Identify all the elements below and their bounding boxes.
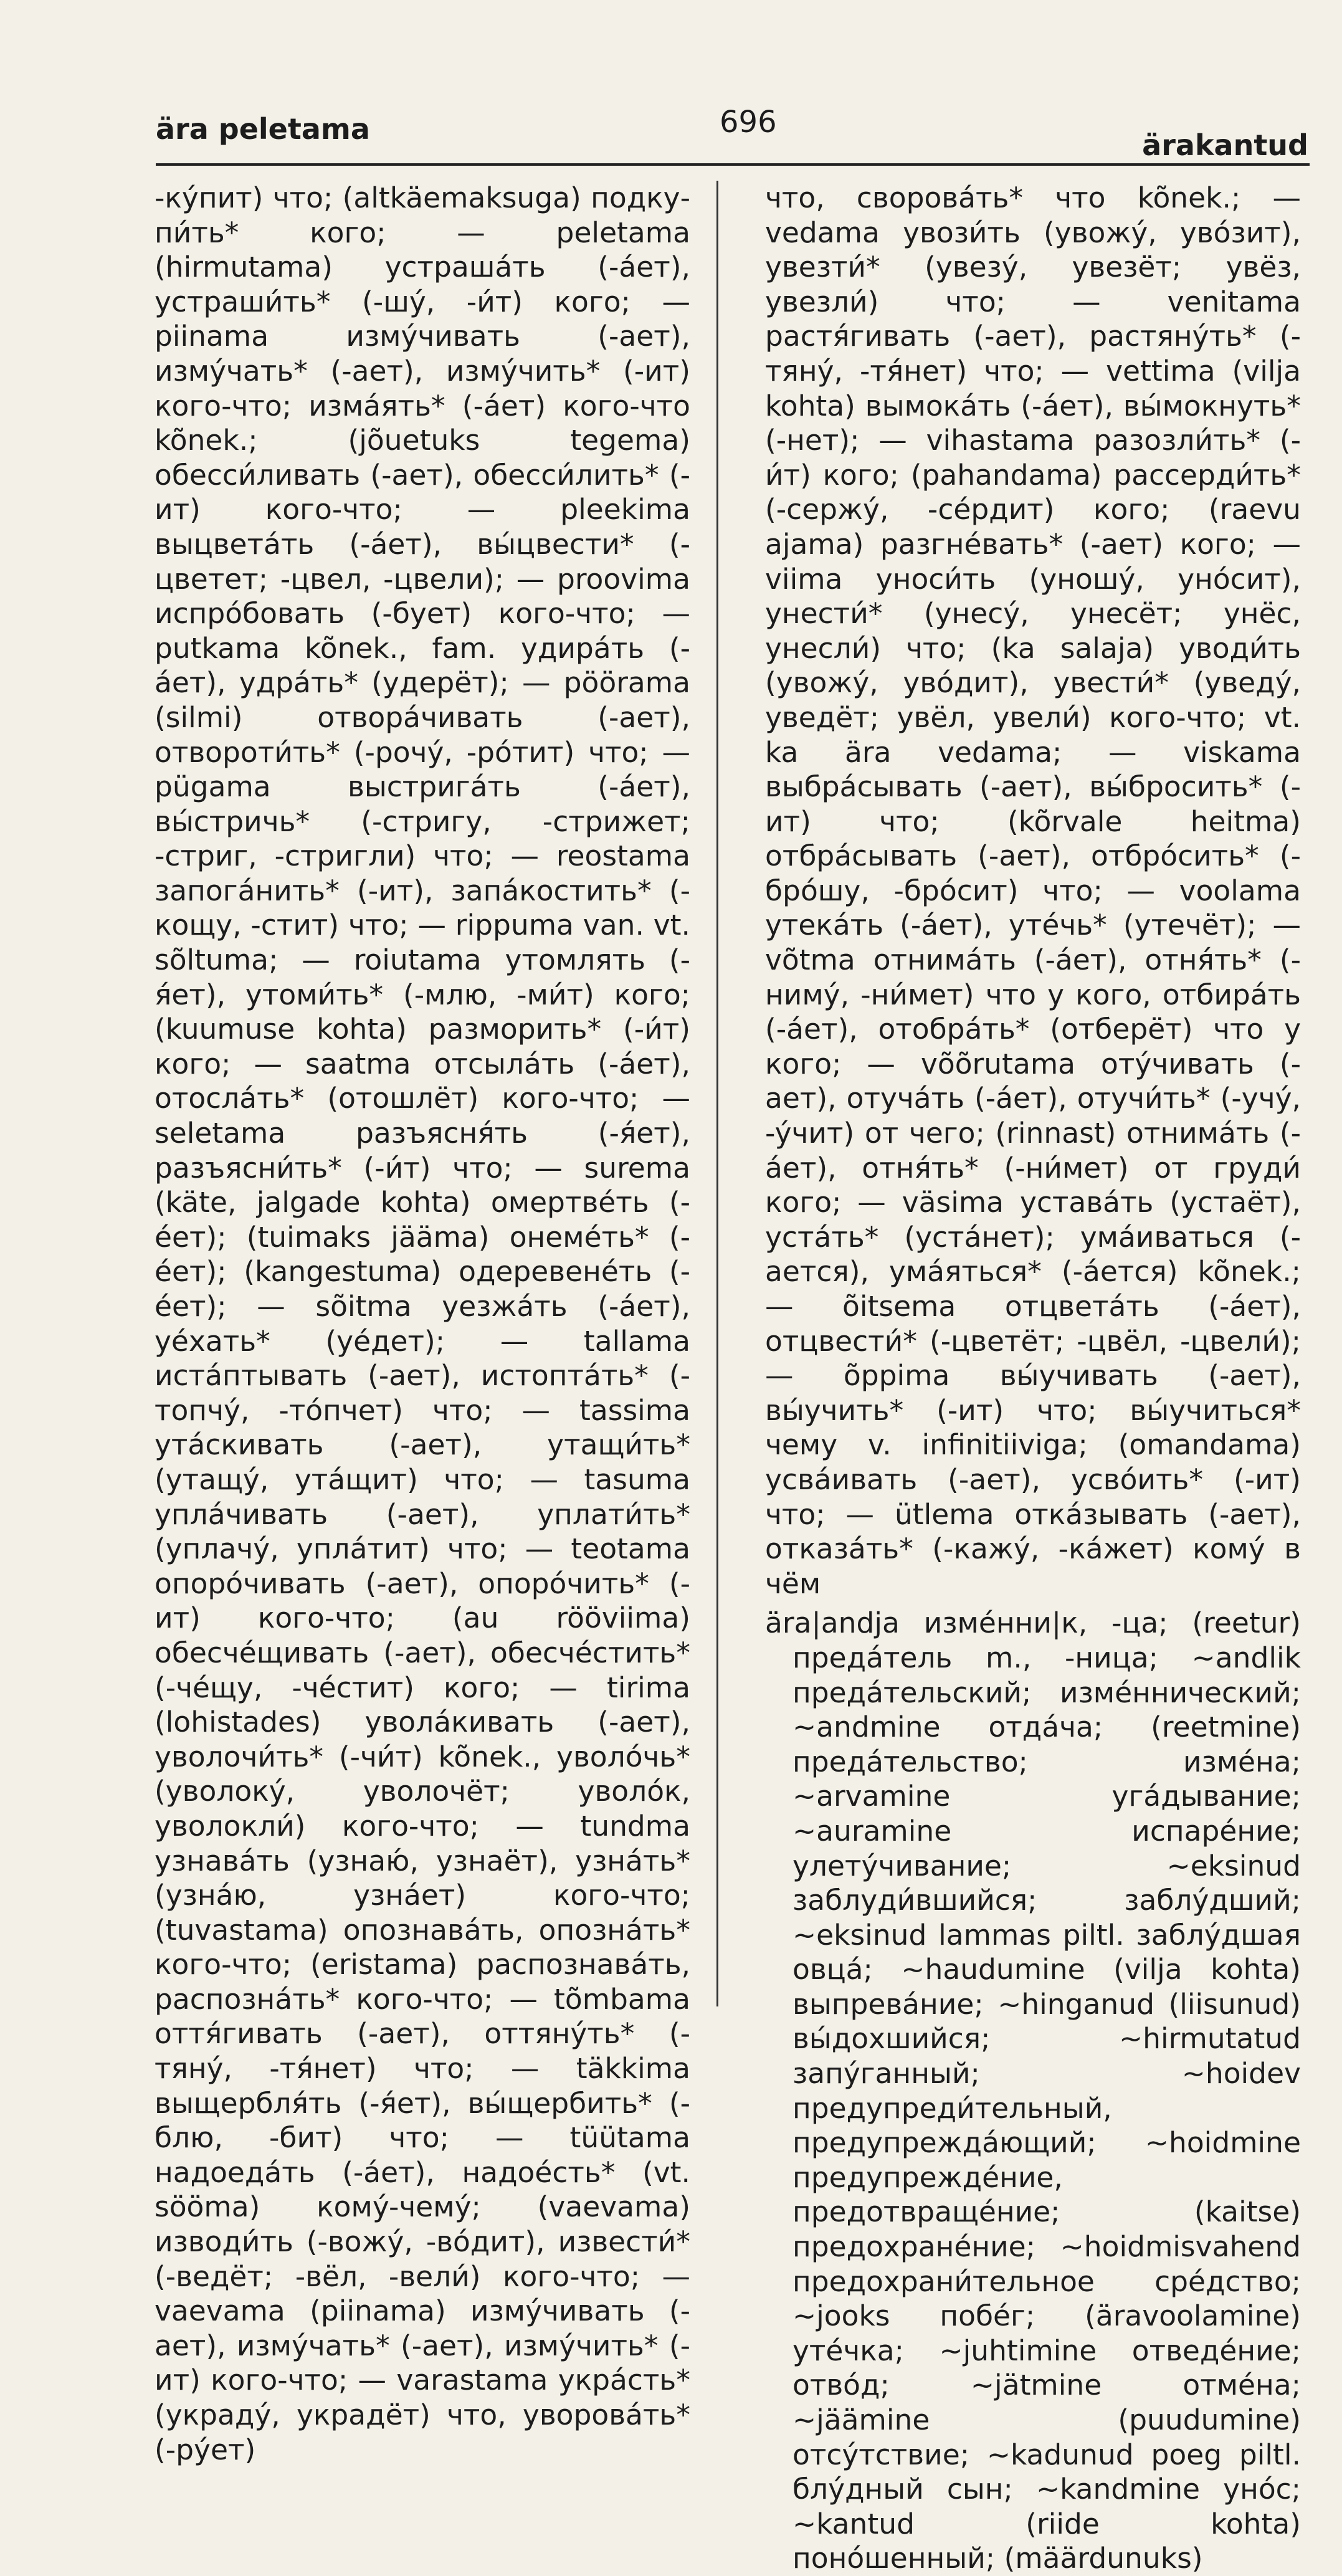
right-column-text: что, своровáть* что kõnek.; — vedama увози́ть (увожý, увóзит), увезти́* (увезý, увезёт; увёз, увезли́) что; — venitama растя́гивать (-ает), растянýть* (-тянý, -тя́нет) что; — vettima (vilja kohta) вымокáть (-áет), вы́мокнуть* (-нет); — vihastama разозли́ть* (-и́т) кого; (pahandama) рассерди́ть* (-сержý, -сéрдит) кого; (raevu ajama) разгнéвать* (-ает) кого; — viima уноси́ть (уношý, унóсит), унести́* (унесý, унесёт; унёс, унесли́) что; (ka salaja) уводи́ть (увожý, увóдит), увести́* (уведý, уведёт; увёл, увели́) кого-что; vt. ka ära vedama; — viskama выбрáсывать (-ает), вы́бросить* (-ит) что; (kõrvale heitma) отбрáсывать (-ает), отбрóсить* (-брóшу, -брóсит) что; — voolama утекáть (-áет), утéчь* (утечёт); — võtma отнимáть (-áет), отня́ть* (-нимý, -ни́мет) что у кого, отбирáть (-áет), отобрáть* (отберёт) что у кого; — võõrutama отýчивать (-ает), отучáть (-áет), отучи́ть* (-учý, -ýчит) от чего; (rinnast) отнимáть (-áет), отня́ть* (-ни́мет) от груди́ кого; — väsima уставáть (устаёт), устáть* (устáнет); умáиваться (-ается), умáяться* (-áется) kõnek.; — õitsema отцветáть (-áет), отцвести́* (-цветёт; -цвёл, -цвели́); — õppima вы́учивать (-ает), вы́учить* (-ит) что; вы́учиться* чемy v. infinitiiviga; (omandama) усвáивать (-ает), усвóить* (-ит) что; — ütlema откáзывать (-ает), отказáть* (-кажý, -кáжет) комý в чём bbox=[765, 181, 1301, 1600]
page-number: 696 bbox=[720, 105, 777, 140]
left-column-text: -кýпит) что; (altkäemaksuga) подку-пи́ть* кого; — peletama (hirmutama) устраша́ть (-а́ет), устраши́ть* (-шу́, -и́т) кого; — piinama изму́чивать (-ает), измýчать* (-ает), измýчить* (-ит) кого-что; измáять* (-áет) кого-что kõnek.; (jõuetuks tegema) обесси́ливать (-ает), обесси́лить* (-ит) кого-что; — pleekima выцветáть (-áет), вы́цвести* (-цветет; -цвел, -цвели); — proovima испрóбовать (-бует) кого-что; — putkama kõnek., fam. удирáть (-áет), удрáть* (удерёт); — pöörama (silmi) отворáчивать (-ает), отвороти́ть* (-рочý, -рóтит) что; — pügama выстригáть (-áет), вы́стричь* (-стригу, -стрижет; -стриг, -стригли) что; — reostama запогáнить* (-ит), запáкостить* (-кощу, -стит) что; — rippuma van. vt. sõltuma; — roiutama утомлять (-я́ет), утоми́ть* (-млю, -ми́т) кого; (kuumuse kohta) разморить* (-и́т) кого; — saatma отсылáть (-áет), отослáть* (отошлёт) кого-что; — seletama разъясня́ть (-я́ет), разъясни́ть* (-и́т) что; — surema (käte, jalgade kohta) омертвéть (-éет); (tuimaks jääma) онемéть* (-éет); (kangestuma) одеревенéть (-éет); — sõitma уезжáть (-áет), уéхать* (уéдет); — tallama истáптывать (-ает), истоптáть* (-топчý, -тóпчет) что; — tassima утáскивать (-ает), утащи́ть* (утащý, утáщит) что; — tasuma уплáчивать (-ает), уплати́ть* (уплачý, уплáтит) что; — teotama опорóчивать (-ает), опорóчить* (-ит) кого-что; (au rööviima) обесчéщивать (-ает), обесчéстить* (-чéщу, -чéстит) кого; — tirima (lohistades) уволáкивать (-ает), уволочи́ть* (-чи́т) kõnek., уволóчь* (уволокý, уволочёт; уволóк, уволокли́) кого-что; — tundma узнавáть (узнаю́, узнаёт), узнáть* (узнáю, узнáет) кого-что; (tuvastama) опознавáть, опознáть* кого-что; (eristama) распознавáть, распознáть* кого-что; — tõmbama оття́гивать (-ает), оттянýть* (-тянý, -тя́нет) что; — täkkima выщербля́ть (-я́ет), вы́щербить* (-блю, -бит) что; — tüütama надоедáть (-áет), надоéсть* (vt. sööma) комý-чемý; (vaevama) изводи́ть (-вожý, -вóдит), извести́* (-ведёт; -вёл, -вели́) кого-что; — vaevama (piinama) измýчивать (-ает), измýчать* (-ает), измýчить* (-ит) кого-что; — varastama укрáсть* (украдý, украдёт) что, уворовáть* (-рýет) bbox=[155, 181, 690, 2466]
column-divider bbox=[716, 181, 718, 2006]
left-column bbox=[155, 181, 690, 2466]
right-column bbox=[765, 181, 1301, 2575]
dictionary-entry: ära|andja измéнни|к, -ца; (reetur) предáтель m., -ница; ~andlik предáтельский; измéннический; ~andmine отдáча; (reetmine) предáтельство; измéна; ~arvamine угáдывание; ~auramine испарéние; улетýчивание; ~eksinud заблуди́вшийся; заблýдший; ~eksinud lammas piltl. заблýдшая овцá; ~haudumine (vilja kohta) выпревáние; ~hinganud (liisunud) вы́дохшийся; ~hirmutatud запýганный; ~hoidev предупреди́тельный, предупреждáющий; ~hoidmine предупреждéние, предотвращéние; (kaitse) предохранéние; ~hoidmisvahend предохрани́тельное срéдство; ~jooks побéг; (äravoolamine) утéчка; ~juhtimine отведéние; отвóд; ~jätmine отмéна; ~jäämine (puudumine) отсýтствие; ~kadunud poeg piltl. блýдный сын; ~kandmine унóс; ~kantud (riide kohta) понóшенный; (määrdunuks) bbox=[765, 1606, 1301, 2575]
header-left-guideword: ära peletama bbox=[156, 112, 370, 146]
header-rule bbox=[156, 163, 1310, 166]
header-right-guideword: ärakantud bbox=[1142, 128, 1308, 162]
page-header bbox=[156, 105, 1308, 161]
